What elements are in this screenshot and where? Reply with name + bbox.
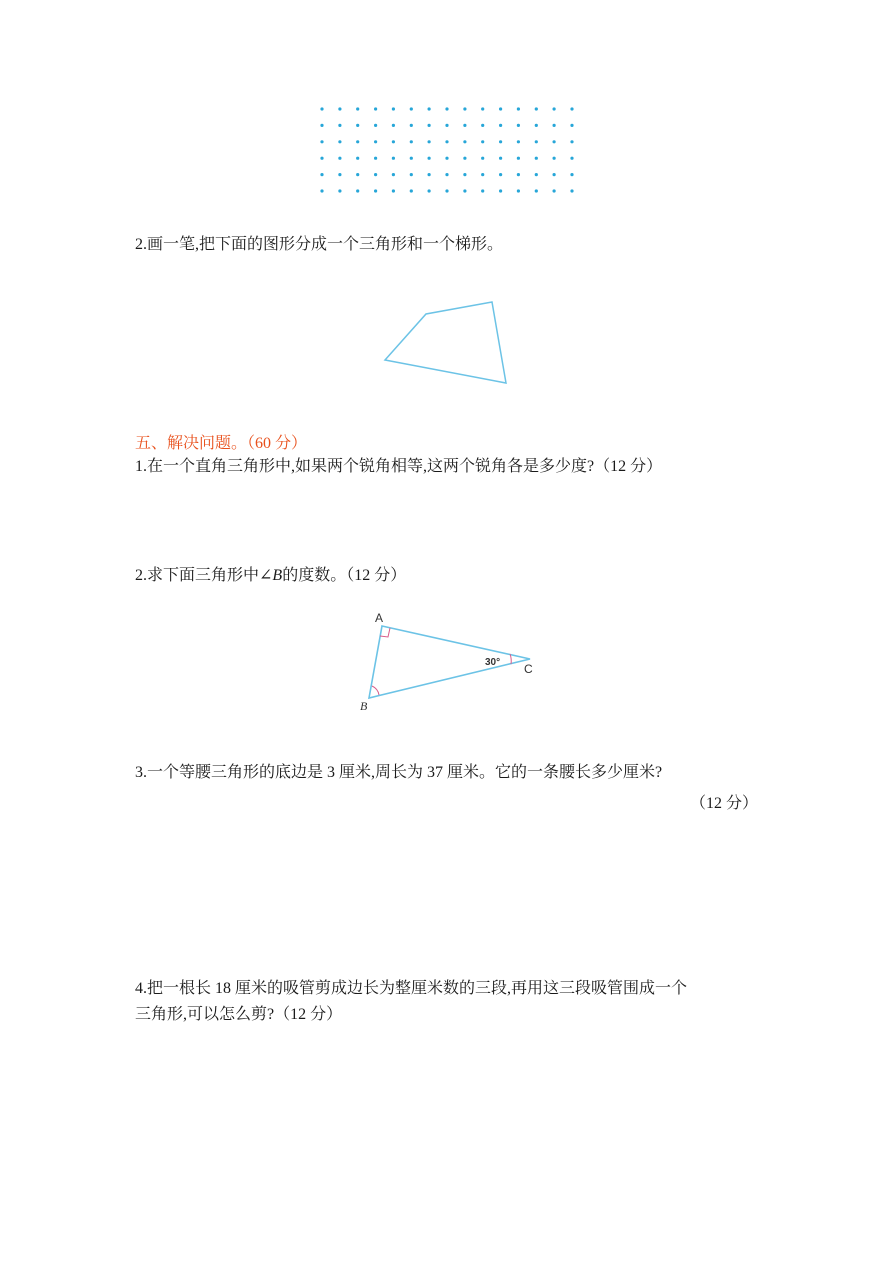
grid-dot (320, 107, 323, 110)
grid-dot (481, 173, 484, 176)
grid-dot (392, 124, 395, 127)
grid-dot (535, 189, 538, 192)
grid-dot (499, 107, 502, 110)
grid-dot (356, 124, 359, 127)
grid-dot (410, 189, 413, 192)
quadrilateral-shape (385, 302, 506, 383)
grid-dot (338, 157, 341, 160)
problem-1: 1.在一个直角三角形中,如果两个锐角相等,这两个锐角各是多少度?（12 分） (135, 458, 663, 475)
grid-dot (570, 124, 573, 127)
grid-dot (320, 140, 323, 143)
angle-b-arc (372, 686, 379, 695)
grid-dot (463, 157, 466, 160)
grid-dot (374, 124, 377, 127)
grid-dot (356, 107, 359, 110)
grid-dot (481, 157, 484, 160)
problem-2-prefix: 2.求下面三角形中∠ (135, 567, 273, 584)
grid-dot (481, 124, 484, 127)
grid-dot (553, 107, 556, 110)
problem-3-score: （12 分） (690, 795, 759, 812)
grid-dot (338, 107, 341, 110)
grid-dot (410, 173, 413, 176)
grid-dot (445, 173, 448, 176)
grid-dot (481, 189, 484, 192)
grid-dot (570, 107, 573, 110)
grid-dot (517, 189, 520, 192)
grid-dot (517, 124, 520, 127)
grid-dot (445, 124, 448, 127)
grid-dot (428, 157, 431, 160)
grid-dot (517, 173, 520, 176)
grid-dot (570, 173, 573, 176)
grid-dot (392, 173, 395, 176)
grid-dot (499, 157, 502, 160)
grid-dot (410, 124, 413, 127)
grid-dot (481, 107, 484, 110)
grid-dot (445, 107, 448, 110)
grid-dot (499, 140, 502, 143)
grid-dot (570, 157, 573, 160)
grid-dot (553, 157, 556, 160)
grid-dot (535, 140, 538, 143)
grid-dot (445, 189, 448, 192)
grid-dot (392, 107, 395, 110)
grid-dot (392, 157, 395, 160)
grid-dot (392, 189, 395, 192)
grid-dot (428, 140, 431, 143)
grid-dot (356, 157, 359, 160)
grid-dot (570, 189, 573, 192)
grid-dot (428, 107, 431, 110)
triangle-abc (369, 626, 530, 698)
grid-dot (374, 173, 377, 176)
section-heading: 五、解决问题。（60 分） (135, 435, 308, 452)
problem-4-line-1: 4.把一根长 18 厘米的吸管剪成边长为整厘米数的三段,再用这三段吸管围成一个 (135, 980, 688, 997)
grid-dot (445, 157, 448, 160)
grid-dot (320, 124, 323, 127)
grid-dot (338, 124, 341, 127)
problem-4-line-2: 三角形,可以怎么剪?（12 分） (135, 1006, 343, 1023)
grid-dot (320, 189, 323, 192)
grid-dot (338, 140, 341, 143)
grid-dot (410, 157, 413, 160)
grid-dot (499, 124, 502, 127)
label-b: B (360, 699, 368, 713)
grid-dot (463, 140, 466, 143)
grid-dot (553, 140, 556, 143)
grid-dot (535, 173, 538, 176)
grid-dot (481, 140, 484, 143)
grid-dot (499, 173, 502, 176)
triangle-abc-figure (350, 606, 540, 716)
grid-dot (553, 124, 556, 127)
grid-dot (463, 124, 466, 127)
grid-dot (463, 107, 466, 110)
grid-dot (517, 140, 520, 143)
grid-dot (535, 124, 538, 127)
problem-3: 3.一个等腰三角形的底边是 3 厘米,周长为 37 厘米。它的一条腰长多少厘米? (135, 764, 663, 781)
grid-dot (356, 173, 359, 176)
grid-dot (499, 189, 502, 192)
grid-dot (410, 140, 413, 143)
grid-dot (392, 140, 395, 143)
grid-dot (517, 157, 520, 160)
dot-grid (318, 104, 576, 196)
grid-dot (517, 107, 520, 110)
grid-dot (570, 140, 573, 143)
grid-dot (374, 157, 377, 160)
grid-dot (374, 189, 377, 192)
grid-dot (428, 189, 431, 192)
grid-dot (463, 173, 466, 176)
grid-dot (553, 189, 556, 192)
grid-dot (553, 173, 556, 176)
grid-dot (428, 173, 431, 176)
grid-dot (320, 173, 323, 176)
grid-dot (410, 107, 413, 110)
grid-dot (338, 173, 341, 176)
label-a: A (375, 611, 384, 625)
label-c: C (524, 662, 533, 676)
grid-dot (338, 189, 341, 192)
grid-dot (356, 189, 359, 192)
grid-dot (535, 107, 538, 110)
angle-c-label: 30° (485, 657, 501, 668)
grid-dot (320, 157, 323, 160)
problem-2 (135, 565, 406, 587)
grid-dot (428, 124, 431, 127)
grid-dot (445, 140, 448, 143)
grid-dot (535, 157, 538, 160)
grid-dot (374, 107, 377, 110)
question-divide-shape: 2.画一笔,把下面的图形分成一个三角形和一个梯形。 (135, 236, 504, 253)
problem-2-suffix: 的度数。（12 分） (282, 567, 407, 584)
quadrilateral-figure (380, 296, 514, 388)
grid-dot (374, 140, 377, 143)
grid-dot (463, 189, 466, 192)
grid-dot (356, 140, 359, 143)
problem-2-var: B (272, 567, 283, 584)
